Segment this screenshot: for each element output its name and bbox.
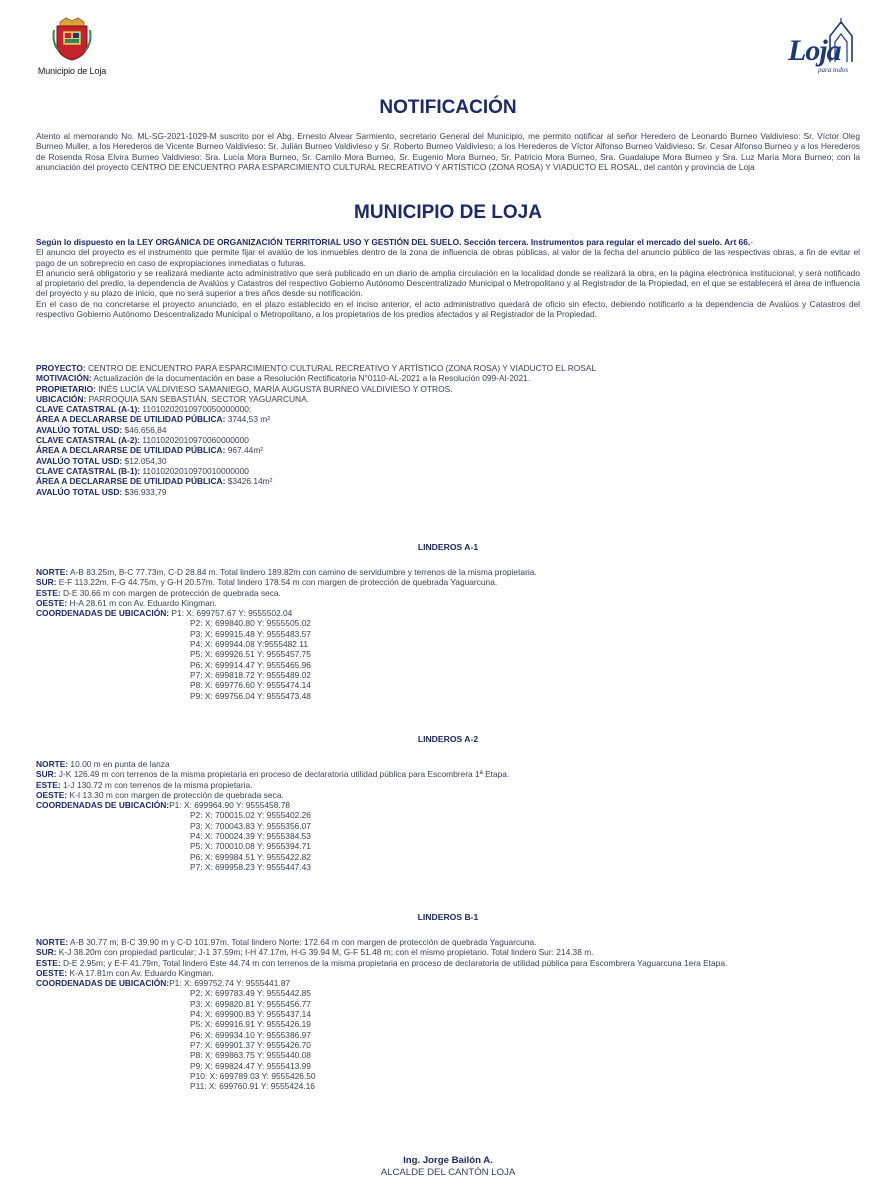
law-paragraph-3: En el caso de no concretarse el proyecto anunciado, en el plazo establecido en el inciso anterior, el acto administrativo quedará de oficio sin efecto, debiendo notificarlo a la dependencia de Avalúos y Catastros del respectivo Gobierno Autónomo Descentralizado Municipal o Metropolitano, a los propietarios de los predios afectados y al Registrador de la Propiedad.	[36, 298, 860, 320]
law-heading: Según lo dispuesto en la LEY ORGÁNICA DE ORGANIZACIÓN TERRITORIAL USO Y GESTIÓN DEL SUELO. Sección tercera. Instrumentos para regular el mercado del suelo. Art 66.	[36, 237, 751, 247]
field-value: INÉS LUCÍA VALDIVIESO SAMANIEGO, MARÍA AUGUSTA BURNEO VALDIVIESO Y OTROS.	[95, 383, 453, 394]
coordinate-point: P4: X: 699944.08 Y:9555482.11	[190, 639, 308, 650]
lindero-value: 1-J 130.72 m con terrenos de la misma propietaria.	[60, 779, 253, 790]
field-value: 11010202010970010000000	[140, 465, 249, 476]
field-value: 967.44m²	[225, 445, 264, 456]
lindero-sur	[36, 769, 876, 779]
lindero-norte	[36, 567, 876, 577]
coordinate-point: P2: X: 700015.02 Y: 9555402.26	[190, 810, 311, 821]
field-value: $3426.14m²	[225, 476, 273, 487]
field-row	[36, 476, 860, 486]
lindero-value: K-I 13.30 m con margen de protección de quebrada seca.	[67, 789, 284, 800]
field-value: CENTRO DE ENCUENTRO PARA ESPARCIMIENTO CULTURAL RECREATIVO Y ARTÍSTICO (ZONA ROSA) Y VIADUCTO EL ROSAL	[85, 363, 597, 373]
lindero-oeste	[36, 968, 876, 978]
coordinate-point: P6: X: 699914.47 Y: 9555465.96	[190, 659, 311, 670]
coords-label: COORDENADAS DE UBICACIÓN:	[36, 978, 170, 989]
field-value: PARROQUIA SAN SEBASTIÁN, SECTOR YAGUARCUNA.	[86, 393, 310, 404]
field-row	[36, 394, 860, 404]
lindero-sur	[36, 577, 876, 587]
law-dash: -	[750, 237, 753, 247]
signature-role: ALCALDE DEL CANTÓN LOJA	[380, 1167, 516, 1178]
loja-logo-word: Loja	[788, 34, 841, 67]
field-row	[36, 363, 860, 373]
field-value: $36.933,79	[122, 486, 167, 497]
field-row	[36, 414, 860, 424]
lindero-value: A-B 30.77 m; B-C 39.90 m y C-D 101.97m. Total lindero Norte: 172.64 m con margen de protección de quebrada Yaguarcuna.	[68, 937, 537, 947]
lindero-label: ESTE:	[36, 957, 61, 968]
field-row	[36, 425, 860, 435]
linderos-a1-heading: LINDEROS A-1	[417, 542, 479, 552]
field-value: 3744,53 m²	[225, 414, 271, 425]
coordinate-point: P4: X: 700024.39 Y: 9555384.53	[190, 831, 311, 842]
coords-list	[190, 618, 876, 700]
field-label: UBICACIÓN:	[36, 393, 87, 404]
linderos-b1-heading: LINDEROS B-1	[417, 912, 479, 922]
coordinate-point: P1: X: 699752.74 Y: 9555441.87	[169, 978, 291, 989]
lindero-label: ESTE:	[36, 587, 61, 598]
field-label: AVALÚO TOTAL USD:	[36, 424, 123, 435]
field-label: CLAVE CATASTRAL (A-1):	[36, 404, 141, 415]
lindero-sur	[36, 947, 876, 957]
municipio-logo-caption: Municipio de Loja	[37, 66, 107, 76]
coordinate-point: P10: X: 699789.03 Y: 9555426.50	[190, 1070, 316, 1081]
lindero-label: OESTE:	[36, 789, 68, 800]
lindero-value: D-E 30.66 m con margen de protección de quebrada seca.	[60, 587, 281, 598]
lindero-label: ESTE:	[36, 779, 61, 790]
lindero-este	[36, 780, 876, 790]
lindero-este	[36, 958, 876, 968]
coordinate-point: P5: X: 699916.91 Y: 9555426.19	[190, 1019, 311, 1030]
field-row	[36, 466, 860, 476]
coordinate-point: P3: X: 700043.83 Y: 9555356.07	[190, 820, 311, 831]
signature-name: Ing. Jorge Bailón A.	[403, 1155, 493, 1166]
coordinate-point: P9: X: 699824.47 Y: 9555413.99	[190, 1060, 311, 1071]
linderos-a2-block	[36, 759, 876, 872]
coordinate-point: P5: X: 699926.51 Y: 9555457.75	[190, 649, 311, 660]
intro-paragraph: Atento al memorando No. ML-SG-2021-1029-M suscrito por el Abg. Ernesto Alvear Sarmiento, secretario General del Municipio, me permito notificar al señor Heredero de Leonardo Burneo Valdivieso: Sr. Víctor Oleg Burneo Muller, a los Herederos de Vicente Burneo Valdivieso: Sr. Julián Burneo Valdivieso y Sr. Roberto Burneo Valdivieso; a los Herederos de Víctor Alfonso Burneo Valdivieso: Sr. Cesar Alfonso Burneo y a los Herederos de Rosenda Rosa Elvira Burneo Valdivieso: Sra. Lucía Mora Burneo, Sr. Camilo Mora Burneo, Sr. Eugenio Mora Burneo, Sr. Patricio Mora Burneo, Sra. Guadalupe Mora Burneo y Sra. Luz María Mora Burneo; con la anunciación del proyecto CENTRO DE ENCUENTRO PARA ESPARCIMIENTO CULTURAL RECREATIVO Y ARTÍSTICO (ZONA ROSA) Y VIADUCTO EL ROSAL, del cantón y provincia de Loja	[36, 131, 860, 172]
coords-list	[190, 988, 876, 1091]
lindero-value: K-A 17.81m con Av. Eduardo Kingman.	[67, 967, 214, 978]
coordinate-point: P6: X: 699984.51 Y: 9555422.82	[190, 851, 311, 862]
coordinate-point: P7: X: 699818.72 Y: 9555489.02	[190, 669, 311, 680]
field-row	[36, 487, 860, 497]
coords-label: COORDENADAS DE UBICACIÓN:	[36, 608, 170, 619]
municipio-logo	[32, 16, 112, 76]
lindero-norte	[36, 759, 876, 769]
lindero-label: NORTE:	[36, 759, 69, 769]
coords-first-row	[36, 978, 876, 988]
municipio-subtitle: MUNICIPIO DE LOJA	[354, 202, 542, 223]
coordinate-point: P1: X: 699757.67 Y: 9555502.04	[171, 608, 293, 619]
coordinate-point: P8: X: 699776.60 Y: 9555474.14	[190, 680, 311, 691]
law-section	[36, 237, 860, 319]
loja-para-todos-logo	[782, 18, 862, 80]
lindero-value: 10.00 m en punta de lanza	[68, 759, 170, 769]
field-value: 11010202010970060000000	[140, 435, 249, 446]
coordinate-point: P2: X: 699783.49 Y: 9555442.85	[190, 988, 311, 999]
field-row	[36, 456, 860, 466]
lindero-label: SUR:	[36, 577, 57, 588]
field-label: AVALÚO TOTAL USD:	[36, 486, 123, 497]
lindero-value: D-E 2.95m; y E-F 41.79m, Total lindero Este 44.74 m con terrenos de la misma propietaria en proceso de declaratoria de utilidad pública para Escombrera Yaguarcuna 1era Etapa.	[60, 957, 728, 968]
lindero-norte	[36, 937, 876, 947]
lindero-label: SUR:	[36, 947, 57, 958]
coords-first-row	[36, 800, 876, 810]
field-row	[36, 445, 860, 455]
coordinate-point: P3: X: 699820.81 Y: 9555456.77	[190, 998, 311, 1009]
field-value: $12.054,30	[122, 455, 167, 466]
linderos-a1-block	[36, 567, 876, 701]
lindero-label: OESTE:	[36, 597, 68, 608]
field-row	[36, 373, 860, 383]
field-value: 11010202010970050000000;	[140, 404, 252, 415]
coordinate-point: P7: X: 699901.37 Y: 9555426.70	[190, 1039, 311, 1050]
lindero-este	[36, 588, 876, 598]
field-row	[36, 435, 860, 445]
field-label: AVALÚO TOTAL USD:	[36, 455, 123, 466]
lindero-value: A-B 83.25m, B-C 77.73m, C-D 28.84 m. Total lindero 189.82m con camino de servidumbre y terrenos de la misma propietaria.	[68, 567, 537, 577]
field-label: PROPIETARIO:	[36, 383, 96, 394]
coordinate-point: P7: X: 699958.23 Y: 9555447.43	[190, 861, 311, 872]
lindero-value: K-J 38.20m con propiedad particular; J-1 37.59m; I-H 47.17m, H-G 39.94 M, G-F 51.48 m; con el mismo propietario. Total lindero Sur: 214.38 m.	[56, 947, 594, 958]
field-row	[36, 384, 860, 394]
lindero-label: NORTE:	[36, 937, 69, 947]
loja-logo-subtitle: para todos	[818, 66, 849, 74]
lindero-label: OESTE:	[36, 967, 68, 978]
coordinate-point: P2: X: 699840.80 Y: 9555505.02	[190, 618, 311, 629]
field-row	[36, 404, 860, 414]
lindero-value: J-K 126.49 m con terrenos de la misma propietaria en proceso de declaratoria utilidad pública para Escombrera 1ª Etapa.	[56, 769, 510, 780]
field-label: CLAVE CATASTRAL (B-1):	[36, 465, 141, 476]
coordinate-point: P3: X: 699915.48 Y: 9555483.57	[190, 628, 311, 639]
coordinate-point: P4: X: 699900.83 Y: 9555437.14	[190, 1009, 311, 1020]
coordinate-point: P8: X: 699863.75 Y: 9555440.08	[190, 1050, 311, 1061]
lindero-value: H-A 28.61 m con Av. Eduardo Kingman.	[67, 597, 217, 608]
signature-block	[0, 1155, 896, 1179]
field-label: ÁREA A DECLARARSE DE UTILIDAD PÚBLICA:	[36, 414, 226, 425]
lindero-oeste	[36, 598, 876, 608]
coordinate-point: P9: X: 699756.04 Y: 9555473.48	[190, 690, 311, 701]
lindero-label: SUR:	[36, 769, 57, 780]
coordinate-point: P6: X: 699934.10 Y: 9555386.97	[190, 1029, 311, 1040]
lindero-value: E-F 113.22m, F-G 44.75m, y G-H 20.57m. Total lindero 178.54 m con margen de protección de quebrada Yaguarcuna.	[56, 577, 498, 588]
field-label: ÁREA A DECLARARSE DE UTILIDAD PÚBLICA:	[36, 476, 226, 487]
linderos-b1-block	[36, 937, 876, 1091]
linderos-a2-heading: LINDEROS A-2	[417, 734, 479, 744]
coords-list	[190, 810, 876, 872]
project-fields	[36, 363, 860, 497]
field-label: CLAVE CATASTRAL (A-2):	[36, 435, 141, 446]
law-paragraph-2: El anuncio será obligatorio y se realizará mediante acto administrativo que será publicado en un diario de amplia circulación en la localidad donde se realizará la obra, en la página electrónica institucional, y será notificado al propietario del predio, la dependencia de Avalúos y Catastros del respectivo Gobierno Autónomo Descentralizado Municipal o Metropolitano y al Registrador de la Propiedad, en el que se establecerá el área de influencia del proyecto y su plazo de inicio, que no será superior a tres años desde su notificación.	[36, 267, 860, 299]
field-label: PROYECTO:	[36, 363, 86, 373]
notification-title: NOTIFICACIÓN	[379, 97, 517, 118]
coords-label: COORDENADAS DE UBICACIÓN:	[36, 800, 170, 811]
field-label: ÁREA A DECLARARSE DE UTILIDAD PÚBLICA:	[36, 445, 226, 456]
field-value: $46.656,84	[122, 424, 167, 435]
coords-first-row	[36, 608, 876, 618]
coordinate-point: P11: X: 699760.91 Y: 9555424.16	[190, 1081, 315, 1092]
field-value: Actualización de la documentación en base a Resolución Rectificatoria N°0110-AL-2021 a la Resolución 099-Al-2021.	[91, 373, 531, 384]
law-paragraph-1: El anuncio del proyecto es el instrumento que permite fijar el avalúo de los inmuebles dentro de la zona de influencia de obras públicas, al valor de la fecha del anuncio público de las respectivas obras, a fin de evitar el pago de un sobreprecio en caso de expropiaciones inmediatas o futuras.	[36, 247, 860, 268]
coordinate-point: P1: X: 699964.90 Y: 9555458.78	[169, 800, 291, 811]
lindero-oeste	[36, 790, 876, 800]
lindero-label: NORTE:	[36, 567, 69, 577]
coordinate-point: P5: X: 700010.08 Y: 9555394.71	[190, 841, 311, 852]
field-label: MOTIVACIÓN:	[36, 373, 92, 384]
municipal-crest-icon	[52, 16, 92, 62]
